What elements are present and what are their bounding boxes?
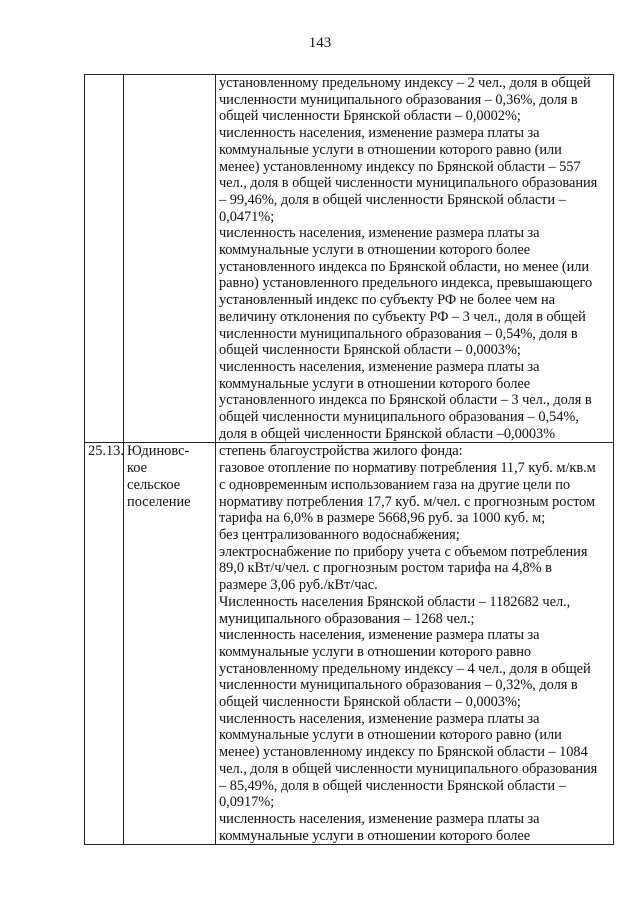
text-line: менее) установленному индексу по Брянской области – 557 <box>219 158 581 175</box>
text-line: 0,0471%; <box>219 208 275 225</box>
text-line: равно) установленного предельного индекса, превышающего <box>219 275 593 292</box>
text-line: тарифа на 6,0% в размере 5668,96 руб. за 1000 куб. м; <box>219 510 546 527</box>
text-line: коммунальные услуги в отношении которого более <box>219 242 531 259</box>
text-line: коммунальные услуги в отношении которого равно (или <box>219 727 562 744</box>
text-line: нормативу потребления 17,7 куб. м/чел. с прогнозным ростом <box>219 493 596 510</box>
text-line: коммунальные услуги в отношении которого более <box>219 375 531 392</box>
text-line: численность населения, изменение размера платы за <box>219 358 540 375</box>
text-line: 0,0917%; <box>219 794 275 811</box>
settlement-name-line: Юдиновс- <box>127 443 190 460</box>
text-line: общей численности Брянской области – 0,0003%; <box>219 694 521 711</box>
settlement-name-cell <box>124 75 216 443</box>
text-line: коммунальные услуги в отношении которого равно <box>219 643 532 660</box>
text-line: общей численности Брянской области – 0,0003%; <box>219 342 521 359</box>
row-number-cell <box>85 443 124 845</box>
text-line: газовое отопление по нормативу потребления 11,7 куб. м/кв.м <box>219 460 596 477</box>
description-cell <box>216 75 614 443</box>
text-line: численности муниципального образования – 0,36%, доля в <box>219 91 578 108</box>
table-row <box>85 443 614 845</box>
text-line: без централизованного водоснабжения; <box>219 526 460 543</box>
table-row <box>85 75 614 443</box>
text-line: установленного индекса по Брянской области, но менее (или <box>219 258 590 275</box>
text-line: численность населения, изменение размера платы за <box>219 125 540 142</box>
text-line: общей численности муниципального образования – 0,54%, <box>219 409 579 426</box>
text-line: численность населения, изменение размера платы за <box>219 627 540 644</box>
text-line: муниципального образования – 1268 чел.; <box>219 610 475 627</box>
text-line: установленного индекса по Брянской области – 3 чел., доля в <box>219 392 592 409</box>
text-line: коммунальные услуги в отношении которого более <box>219 827 531 844</box>
page-number: 143 <box>308 35 332 51</box>
text-line: – 85,49%, доля в общей численности Брянской области – <box>219 777 566 794</box>
text-line: чел., доля в общей численности муниципального образования <box>219 175 598 192</box>
text-line: коммунальные услуги в отношении которого равно (или <box>219 141 562 158</box>
text-line: электроснабжение по прибору учета с объемом потребления <box>219 543 588 560</box>
text-line: численность населения, изменение размера платы за <box>219 710 540 727</box>
settlement-name-line: поселение <box>127 493 191 510</box>
document-table <box>84 74 614 845</box>
settlement-name-line: кое <box>127 460 148 477</box>
text-line: величину отклонения по субъекту РФ – 3 чел., доля в общей <box>219 308 586 325</box>
text-line: с одновременным использованием газа на другие цели по <box>219 476 571 493</box>
text-line: 89,0 кВт/ч/чел. с прогнозным ростом тарифа на 4,8% в <box>219 560 552 577</box>
description-cell <box>216 443 614 845</box>
settlement-name-line: сельское <box>127 476 181 493</box>
text-line: численность населения, изменение размера платы за <box>219 225 540 242</box>
text-line: чел., доля в общей численности муниципального образования <box>219 760 598 777</box>
text-line: численности муниципального образования – 0,32%, доля в <box>219 677 578 694</box>
row-number-cell <box>85 75 124 443</box>
text-line: Численность населения Брянской области – 1182682 чел., <box>219 593 571 610</box>
text-line: менее) установленному индексу по Брянской области – 1084 <box>219 744 588 761</box>
text-line: размере 3,06 руб./кВт/час. <box>219 577 378 594</box>
text-line: численность населения, изменение размера платы за <box>219 810 540 827</box>
text-line: степень благоустройства жилого фонда: <box>219 443 463 460</box>
text-line: – 99,46%, доля в общей численности Брянской области – <box>219 191 566 208</box>
text-line: установленный индекс по субъекту РФ не более чем на <box>219 292 555 309</box>
settlement-name-cell <box>124 443 216 845</box>
text-line: установленному предельному индексу – 2 чел., доля в общей <box>219 75 591 91</box>
text-line: доля в общей численности Брянской области –0,0003% <box>219 425 556 442</box>
text-line: общей численности Брянской области – 0,0002%; <box>219 108 521 125</box>
text-line: численности муниципального образования – 0,54%, доля в <box>219 325 578 342</box>
text-line: установленному предельному индексу – 4 чел., доля в общей <box>219 660 591 677</box>
row-number: 25.13. <box>88 443 124 460</box>
